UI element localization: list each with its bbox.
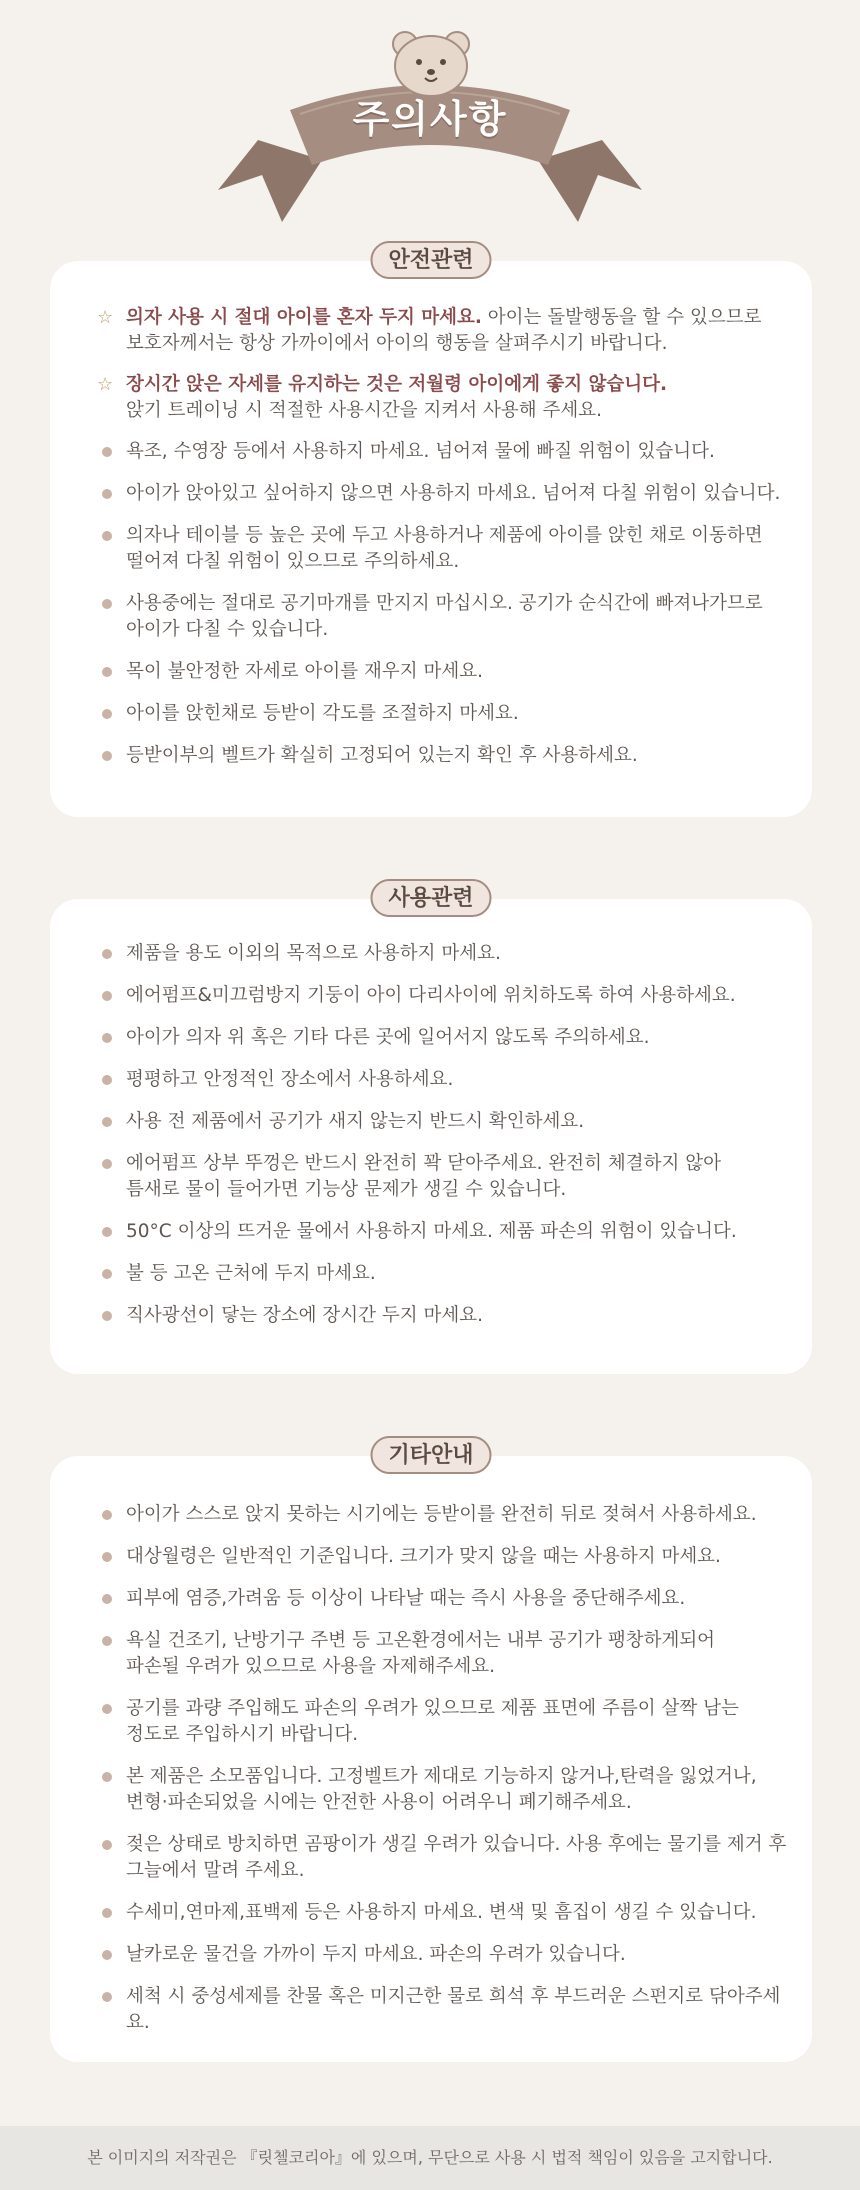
section-usage [50,879,812,1374]
list-item: 아이가 스스로 앉지 못하는 시기에는 등받이를 완전히 뒤로 젖혀서 사용하세요. [50,1502,812,1528]
bullet-dot [102,1117,112,1127]
list-item: 50°C 이상의 뜨거운 물에서 사용하지 마세요. 제품 파손의 위험이 있습니다. [50,1219,812,1245]
bullet-dot [102,991,112,1001]
page-title: 주의사항 [352,97,508,141]
bullet-dot [102,531,112,541]
bullet-dot [102,1992,112,2002]
list-item: 수세미,연마제,표백제 등은 사용하지 마세요. 변색 및 흠집이 생길 수 있습니다. [50,1900,812,1926]
list-item: 직사광선이 닿는 장소에 장시간 두지 마세요. [50,1303,812,1329]
list-item: 본 제품은 소모품입니다. 고정벨트가 제대로 기능하지 않거나,탄력을 잃었거나, 변형·파손되었을 시에는 안전한 사용이 어려우니 폐기해주세요. [50,1764,812,1816]
bullet-dot [102,447,112,457]
list-item: 평평하고 안정적인 장소에서 사용하세요. [50,1067,812,1093]
bullet-dot [102,1075,112,1085]
bullet-dot [102,1908,112,1918]
section-title: 기타안내 [370,1436,491,1474]
list-item: 제품을 용도 이외의 목적으로 사용하지 마세요. [50,941,812,967]
list-item: 사용중에는 절대로 공기마개를 만지지 마십시오. 공기가 순식간에 빠져나가므로 아이가 다칠 수 있습니다. [50,591,812,643]
list-item: 아이가 앉아있고 싶어하지 않으면 사용하지 마세요. 넘어져 다칠 위험이 있습니다. [50,481,812,507]
list-item: 젖은 상태로 방치하면 곰팡이가 생길 우려가 있습니다. 사용 후에는 물기를 제거 후 그늘에서 말려 주세요. [50,1832,812,1884]
bullet-dot [102,1510,112,1520]
list-item: 불 등 고온 근처에 두지 마세요. [50,1261,812,1287]
bullet-dot [102,1594,112,1604]
list-item: 등받이부의 벨트가 확실히 고정되어 있는지 확인 후 사용하세요. [50,743,812,769]
list-item: 목이 불안정한 자세로 아이를 재우지 마세요. [50,659,812,685]
bullet-dot [102,751,112,761]
list-item: 피부에 염증,가려움 등 이상이 나타날 때는 즉시 사용을 중단해주세요. [50,1586,812,1612]
notice-list [50,1502,812,2036]
bullet-dot [102,1772,112,1782]
list-item: 사용 전 제품에서 공기가 새지 않는지 반드시 확인하세요. [50,1109,812,1135]
bullet-dot [102,709,112,719]
section-other [50,1436,812,2062]
bullet-dot [102,1552,112,1562]
bullet-dot [102,1704,112,1714]
bullet-dot [102,949,112,959]
star-icon: ☆ [97,374,114,395]
section-title: 안전관련 [370,241,491,279]
notice-list [50,305,812,769]
bullet-dot [102,1950,112,1960]
list-item: ☆ 장시간 앉은 자세를 유지하는 것은 저월령 아이에게 좋지 않습니다. 앉기 트레이닝 시 적절한 사용시간을 지켜서 사용해 주세요. [97,374,668,421]
bullet-dot [102,1311,112,1321]
header-banner [0,0,860,240]
star-icon: ☆ [97,307,114,328]
list-item: 대상월령은 일반적인 기준입니다. 크기가 맞지 않을 때는 사용하지 마세요. [50,1544,812,1570]
bear-icon [393,32,469,96]
copyright-footer: 본 이미지의 저작권은 『릿첼코리아』에 있으며, 무단으로 사용 시 법적 책임이 있음을 고지합니다. [0,2126,860,2190]
section-safety [50,241,812,817]
list-item: 의자나 테이블 등 높은 곳에 두고 사용하거나 제품에 아이를 앉힌 채로 이동하면 떨어져 다칠 위험이 있으므로 주의하세요. [50,523,812,575]
bullet-dot [102,489,112,499]
bullet-dot [102,1840,112,1850]
bullet-dot [102,1269,112,1279]
section-title: 사용관련 [370,879,491,917]
bullet-dot [102,1636,112,1646]
list-item: 에어펌프&미끄럼방지 기둥이 아이 다리사이에 위치하도록 하여 사용하세요. [50,983,812,1009]
bullet-dot [102,1227,112,1237]
bullet-dot [102,599,112,609]
list-item: 공기를 과량 주입해도 파손의 우려가 있으므로 제품 표면에 주름이 살짝 남는 정도로 주입하시기 바랍니다. [50,1696,812,1748]
list-item: 아이를 앉힌채로 등받이 각도를 조절하지 마세요. [50,701,812,727]
list-item: ☆ 의자 사용 시 절대 아이를 혼자 두지 마세요. 아이는 돌발행동을 할 수 있으므로 보호자께서는 항상 가까이에서 아이의 행동을 살펴주시기 바랍니다. [97,307,762,354]
list-item: 아이가 의자 위 혹은 기타 다른 곳에 일어서지 않도록 주의하세요. [50,1025,812,1051]
notice-list [50,941,812,1329]
bullet-dot [102,1033,112,1043]
list-item: 에어펌프 상부 뚜껑은 반드시 완전히 꽉 닫아주세요. 완전히 체결하지 않아 틈새로 물이 들어가면 기능상 문제가 생길 수 있습니다. [50,1151,812,1203]
bullet-dot [102,1159,112,1169]
list-item: 세척 시 중성세제를 찬물 혹은 미지근한 물로 희석 후 부드러운 스펀지로 닦아주세요. [50,1984,812,2036]
list-item: 욕실 건조기, 난방기구 주변 등 고온환경에서는 내부 공기가 팽창하게되어 파손될 우려가 있으므로 사용을 자제해주세요. [50,1628,812,1680]
bullet-dot [102,667,112,677]
list-item: 욕조, 수영장 등에서 사용하지 마세요. 넘어져 물에 빠질 위험이 있습니다. [50,439,812,465]
list-item: 날카로운 물건을 가까이 두지 마세요. 파손의 우려가 있습니다. [50,1942,812,1968]
